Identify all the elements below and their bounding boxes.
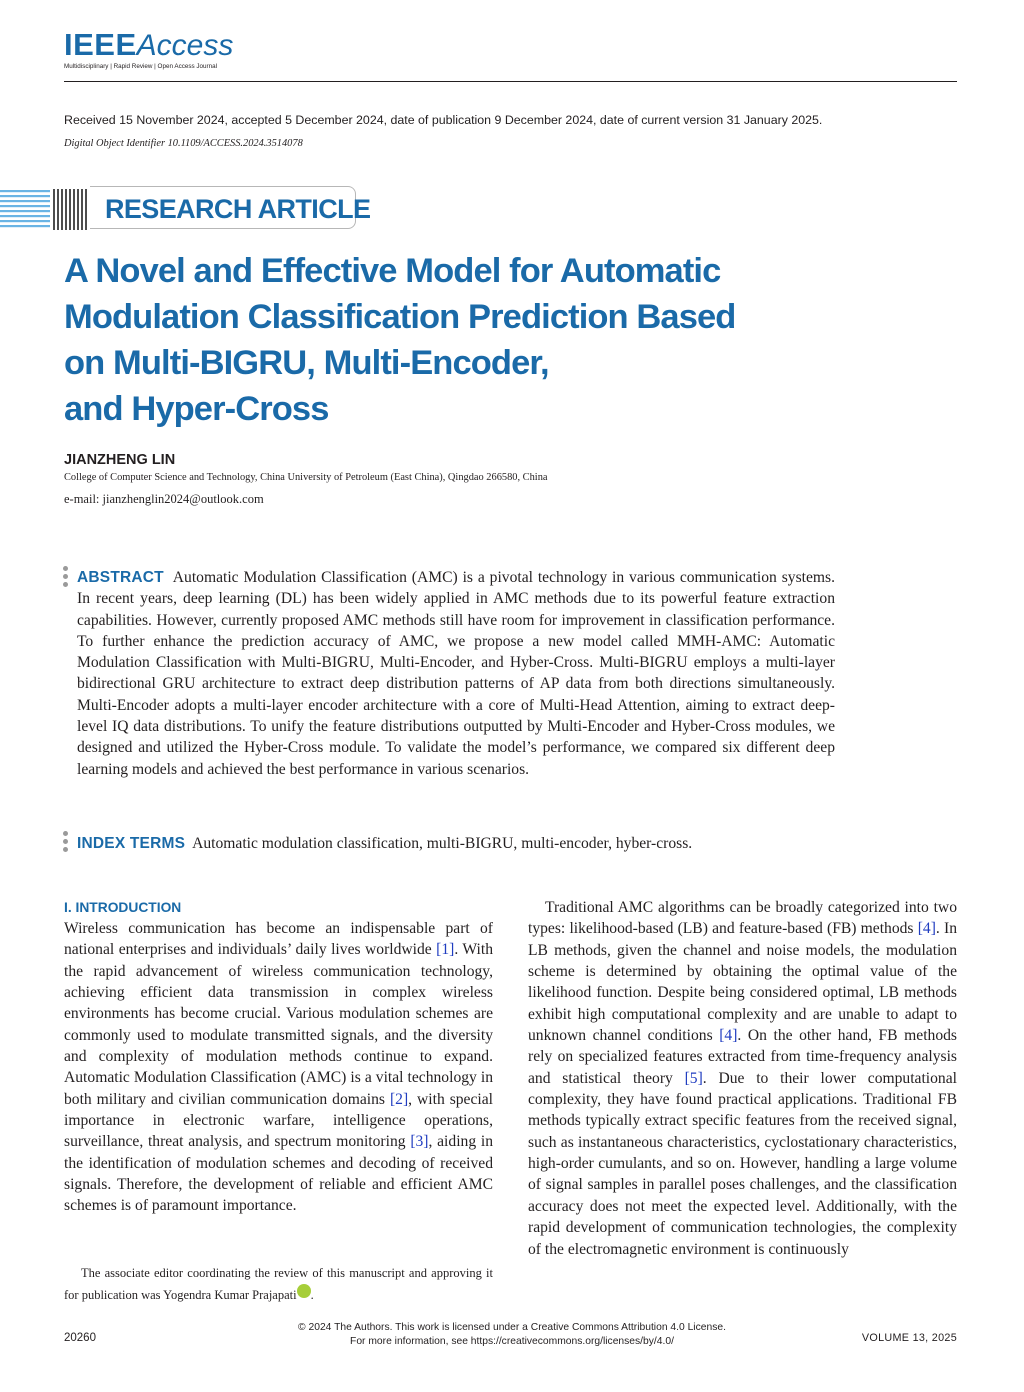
body-text: . In LB methods, given the channel and noise models, the modulation scheme is determined by obtaining the optimal value of the likelihood function. Despite being considered optimal, LB methods exhibit high computational complexity and are unable to adapt to unknown channel conditions	[528, 920, 957, 1045]
index-terms-dots-icon	[63, 831, 68, 855]
editor-footnote	[64, 1262, 493, 1306]
citation-link[interactable]: [2]	[389, 1090, 409, 1108]
title-line: Modulation Classification Prediction Based	[64, 298, 736, 336]
intro-right-column	[528, 897, 957, 1260]
author-name: JIANZHENG LIN	[64, 452, 176, 468]
section-heading: I. INTRODUCTION	[64, 900, 182, 915]
body-text: , with special importance in electronic warfare, intelligence operations, surveillance, threat analysis, and spectrum monitoring	[64, 1090, 493, 1151]
orcid-icon[interactable]: iD	[297, 1284, 311, 1298]
body-text: Wireless communication has become an indispensable part of national enterprises and individuals’ daily lives worldwide	[64, 920, 493, 959]
received-dates: Received 15 November 2024, accepted 5 December 2024, date of publication 9 December 2024, date of current version 31 January 2025.	[64, 113, 823, 127]
journal-logo	[64, 28, 233, 63]
license-notice	[200, 1321, 824, 1349]
author-affiliation: College of Computer Science and Technology, China University of Petroleum (East China), Qingdao 266580, China	[64, 472, 548, 483]
citation-link[interactable]: [1]	[436, 941, 455, 959]
body-text: . With the rapid advancement of wireless communication technology, achieving efficient data transmission in complex wireless environments has become crucial. Various modulation schemes are commonly used to modulate transmitted signals, and the diversity and complexity of modulation methods continue to expand. Automatic Modulation Classification (AMC) is a vital technology in both military and civilian communication domains	[64, 941, 493, 1108]
citation-link[interactable]: [5]	[684, 1069, 703, 1087]
index-terms-label: INDEX TERMS	[77, 835, 186, 852]
body-text: , aiding in the identification of modulation schemes and decoding of received signals. Therefore, the development of reliable and efficient AMC schemes is of paramount importance.	[64, 1133, 493, 1215]
banner-bars-graphic	[52, 189, 90, 230]
page-number: 20260	[64, 1332, 96, 1344]
title-line: on Multi-BIGRU, Multi-Encoder,	[64, 344, 549, 382]
author-email: e-mail: jianzhenglin2024@outlook.com	[64, 492, 264, 506]
abstract-block	[77, 567, 835, 780]
article-title	[64, 248, 764, 432]
logo-ieee-text: IEEE	[64, 27, 137, 62]
editor-note-text: The associate editor coordinating the review of this manuscript and approving it for publication was Yogendra Kumar Prajapati	[64, 1266, 493, 1302]
citation-link[interactable]: [4]	[719, 1027, 738, 1045]
body-text: . Due to their lower computational complexity, they have found practical applications. Traditional FB methods typically extract specific features from the received signal, such as instantaneous characteristics, cyclostationary characteristics, high-order cumulants, and so on. However, handling a large volume of signal samples in parallel poses challenges, and the classification accuracy does not meet the expected level. Additionally, with the rapid development of communication technologies, the complexity of the electromagnetic environment is continuously	[528, 1069, 957, 1258]
index-terms-block	[77, 833, 692, 854]
editor-note-end: .	[310, 1288, 314, 1302]
banner-stripes-graphic	[0, 189, 50, 230]
citation-link[interactable]: [4]	[917, 920, 936, 938]
header-divider	[64, 81, 957, 82]
doi-line: Digital Object Identifier 10.1109/ACCESS.2024.3514078	[64, 138, 303, 149]
citation-link[interactable]: [3]	[410, 1133, 429, 1151]
volume-label: VOLUME 13, 2025	[861, 1332, 957, 1344]
license-line: © 2024 The Authors. This work is licensed under a Creative Commons Attribution 4.0 License.	[298, 1322, 726, 1333]
logo-tagline: Multidisciplinary | Rapid Review | Open Access Journal	[64, 63, 218, 70]
title-line: A Novel and Effective Model for Automatic	[64, 252, 721, 290]
title-line: and Hyper-Cross	[64, 390, 329, 428]
license-link[interactable]: For more information, see https://creativecommons.org/licenses/by/4.0/	[350, 1336, 674, 1347]
body-text: . On the other hand, FB methods rely on specialized features extracted from time-frequency analysis and statistical theory	[528, 1027, 957, 1087]
body-text: Traditional AMC algorithms can be broadly categorized into two types: likelihood-based (LB) and feature-based (FB) methods	[528, 899, 957, 938]
abstract-label: ABSTRACT	[77, 569, 164, 586]
abstract-text: Automatic Modulation Classification (AMC) is a pivotal technology in various communication systems. In recent years, deep learning (DL) has been widely applied in AMC methods due to its powerful feature extraction capabilities. However, currently proposed AMC methods still have room for improvement in classification performance. To further enhance the prediction accuracy of AMC, we propose a new model called MMH-AMC: Automatic Modulation Classification with Multi-BIGRU, Multi-Encoder, and Hyber-Cross. Multi-BIGRU employs a multi-layer bidirectional GRU architecture to extract deep distribution patterns of AP data from both directions simultaneously. Multi-Encoder adopts a multi-layer encoder architecture with a core of Multi-Head Attention, aiming to extract deep-level IQ data distributions. To unify the feature distributions outputted by Multi-Encoder and Hyber-Cross modules, we designed and utilized the Hyber-Cross module. To validate the model’s performance, we compared six different deep learning models and achieved the best performance in various scenarios.	[77, 569, 836, 778]
abstract-dots-icon	[63, 566, 68, 590]
article-type-label: RESEARCH ARTICLE	[105, 194, 371, 224]
index-terms-text: Automatic modulation classification, multi-BIGRU, multi-encoder, hyber-cross.	[192, 835, 693, 852]
intro-left-column	[64, 918, 493, 1217]
logo-access-text: Access	[136, 29, 234, 62]
